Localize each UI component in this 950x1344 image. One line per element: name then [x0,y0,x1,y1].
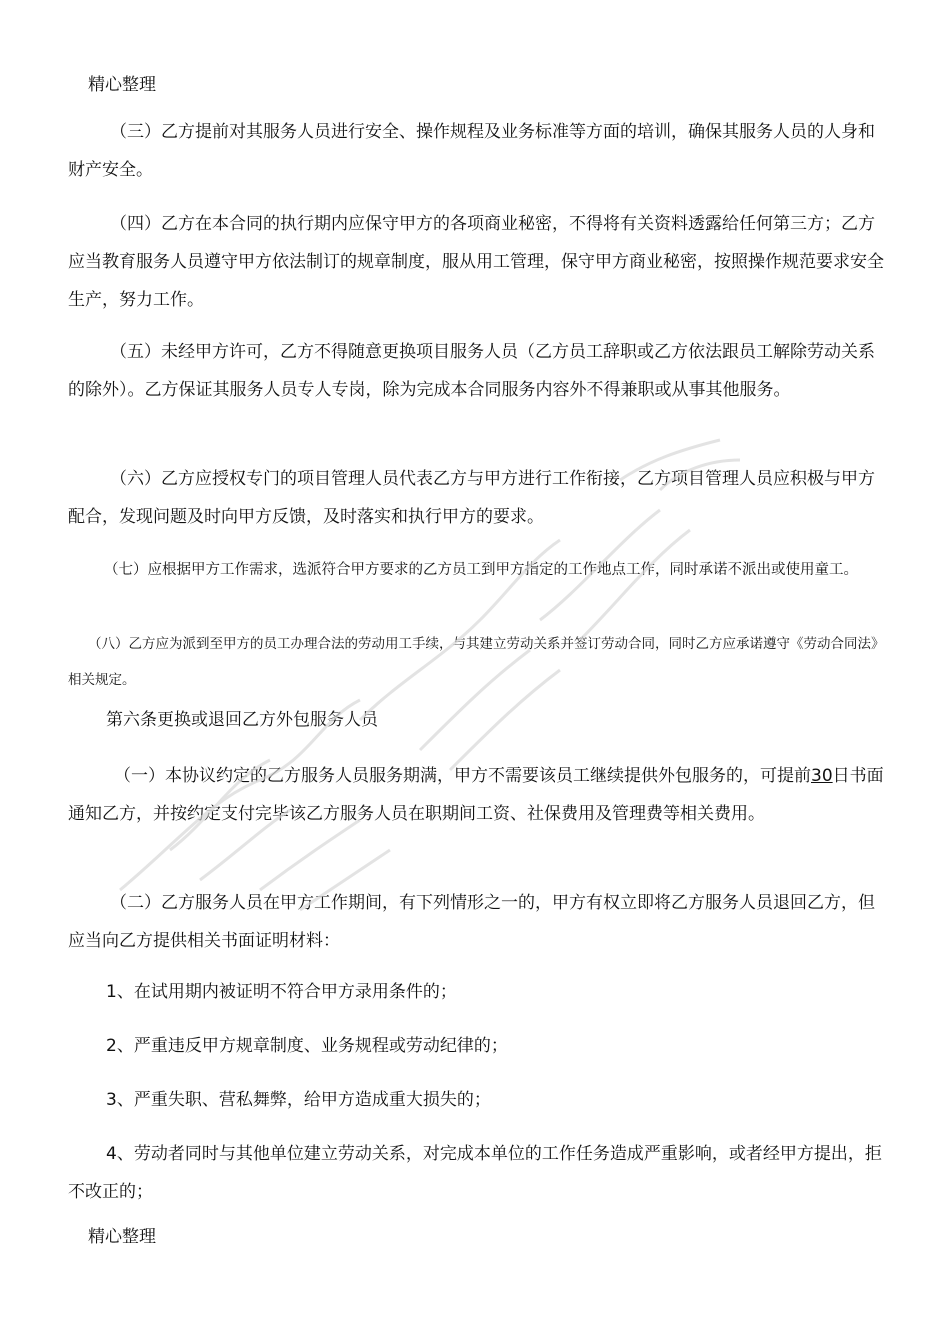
list-item-1-text: 1、在试用期内被证明不符合甲方录用条件的； [106,982,457,1002]
article-6-clause-1-pre: （一）本协议约定的乙方服务人员服务期满，甲方不需要该员工继续提供外包服务的，可提前 [114,766,811,786]
notice-days: 30 [811,766,833,786]
list-item [68,1081,888,1119]
clause-4-text: （四）乙方在本合同的执行期内应保守甲方的各项商业秘密，不得将有关资料透露给任何第三方；乙方应当教育服务人员遵守甲方依法制订的规章制度，服从用工管理，保守甲方商业秘密，按照操作规范要求安全生产，努力工作。 [68,214,884,310]
article-6-clause-2-text: （二）乙方服务人员在甲方工作期间，有下列情形之一的，甲方有权立即将乙方服务人员退回乙方，但应当向乙方提供相关书面证明材料： [68,893,875,951]
list-item [68,1135,888,1211]
clause-3 [68,113,888,189]
article-6-title: 第六条更换或退回乙方外包服务人员 [106,710,378,730]
clause-5 [68,333,888,409]
article-6-clause-1 [68,757,888,833]
clause-6 [68,460,888,536]
clause-5-text: （五）未经甲方许可，乙方不得随意更换项目服务人员（乙方员工辞职或乙方依法跟员工解除劳动关系的除外）。乙方保证其服务人员专人专岗，除为完成本合同服务内容外不得兼职或从事其他服务。 [68,342,875,400]
clause-8 [68,626,888,698]
list-item-3-text: 3、严重失职、营私舞弊，给甲方造成重大损失的； [106,1090,491,1110]
clause-7-text: （七）应根据甲方工作需求，选派符合甲方要求的乙方员工到甲方指定的工作地点工作，同时承诺不派出或使用童工。 [104,562,858,578]
article-6-clause-2 [68,884,888,960]
page-header: 精心整理 [88,75,156,95]
list-item [68,1027,888,1065]
clause-4 [68,205,888,319]
clause-6-text: （六）乙方应授权专门的项目管理人员代表乙方与甲方进行工作衔接，乙方项目管理人员应积极与甲方配合，发现问题及时向甲方反馈，及时落实和执行甲方的要求。 [68,469,875,527]
list-item-4-text: 4、劳动者同时与其他单位建立劳动关系，对完成本单位的工作任务造成严重影响，或者经甲方提出，拒不改正的； [68,1144,882,1202]
clause-3-text: （三）乙方提前对其服务人员进行安全、操作规程及业务标准等方面的培训，确保其服务人员的人身和财产安全。 [68,122,875,180]
article-6-heading [68,701,888,739]
list-item [68,973,888,1011]
clause-8-text: （八）乙方应为派到至甲方的员工办理合法的劳动用工手续，与其建立劳动关系并签订劳动合同，同时乙方应承诺遵守《劳动合同法》相关规定。 [68,636,885,688]
list-item-2-text: 2、严重违反甲方规章制度、业务规程或劳动纪律的； [106,1036,508,1056]
article-6-clause-1-post: 日书面通知乙方，并按约定支付完毕该乙方服务人员在职期间工资、社保费用及管理费等相关费用。 [68,766,884,824]
page-footer: 精心整理 [88,1227,156,1247]
clause-7 [68,551,888,589]
